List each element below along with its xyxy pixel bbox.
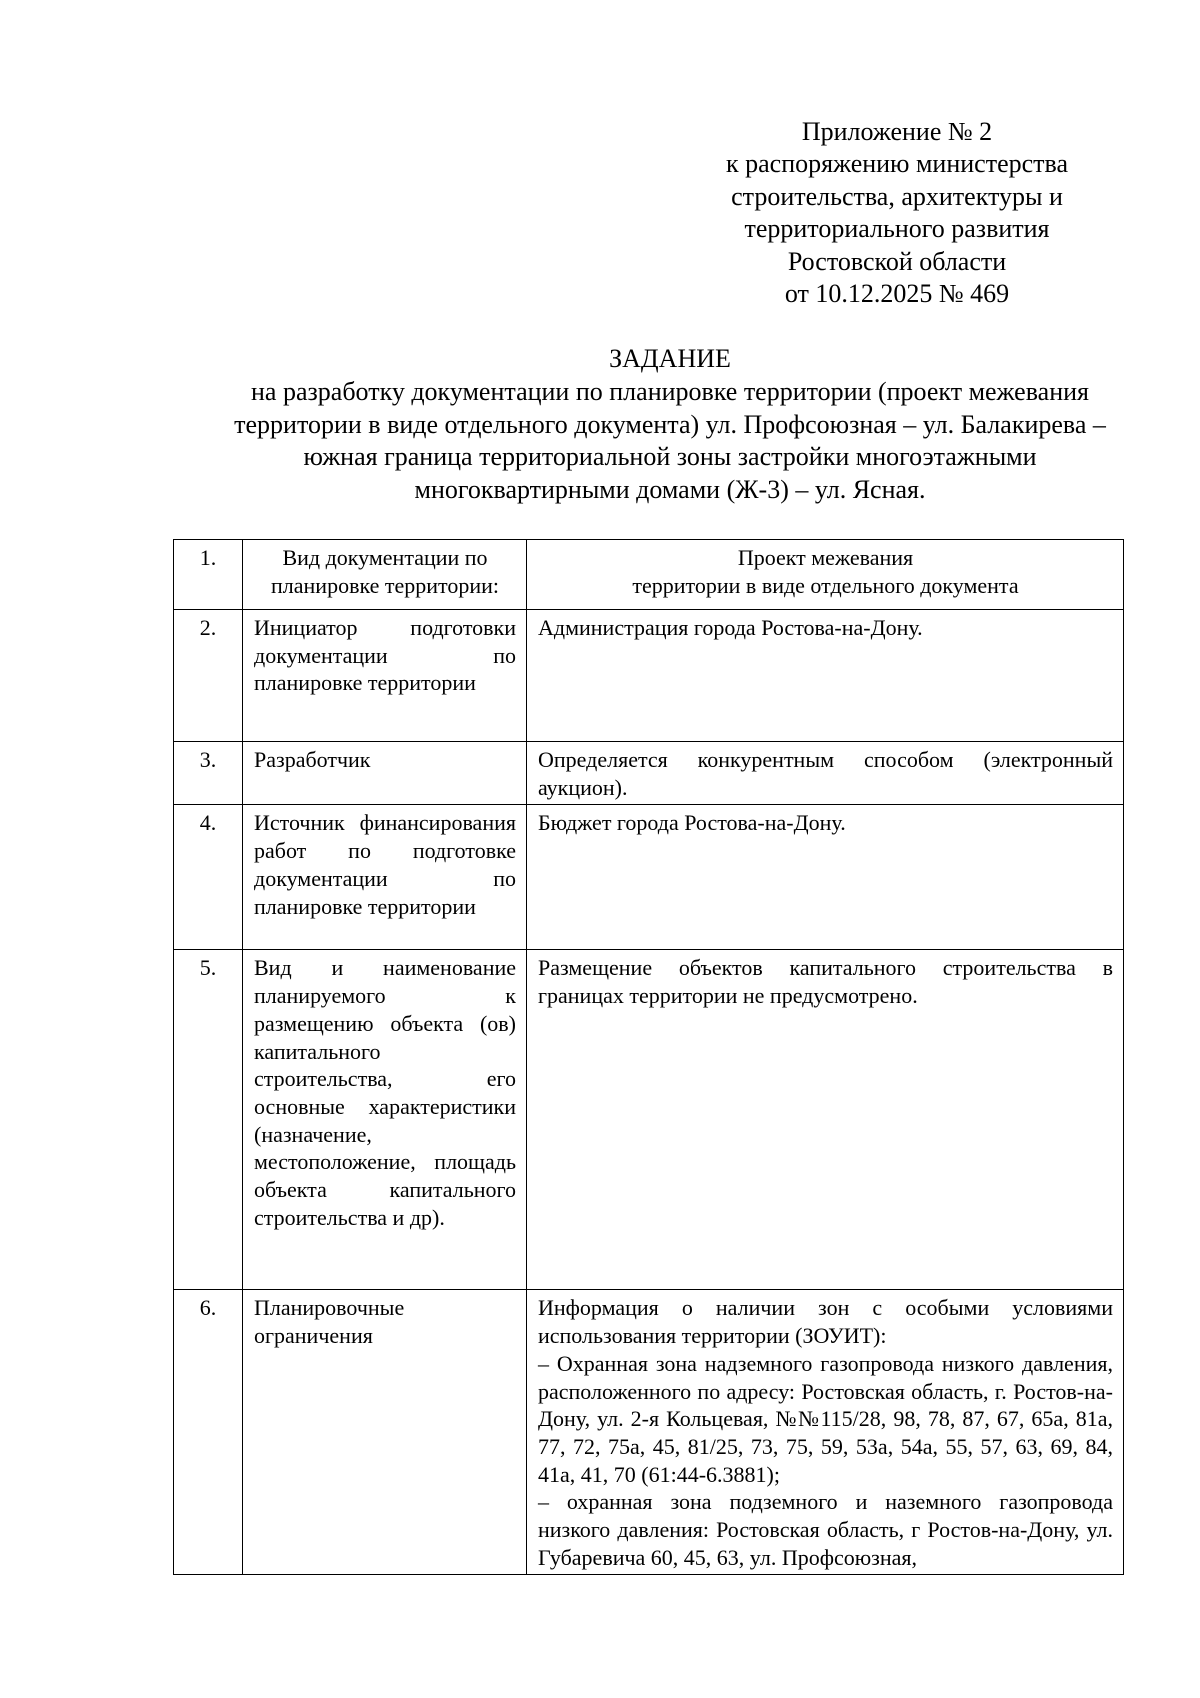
- row-parameter: Вид и наименование планируемого к размещению объекта (ов) капитального строительства, его основные характеристики (назначение, местоположение, площадь объекта капитального строительства и др).: [243, 950, 527, 1290]
- row-number: 4.: [174, 805, 243, 950]
- row-number: 1.: [174, 540, 243, 610]
- row-parameter: Инициатор подготовки документации по планировке территории: [243, 610, 527, 742]
- row-parameter: Источник финансирования работ по подготовке документации по планировке территории: [243, 805, 527, 950]
- row-value: [527, 1290, 1124, 1575]
- value-paragraph: Бюджет города Ростова-на-Дону.: [538, 810, 846, 836]
- table-row: [174, 950, 1124, 1290]
- subtitle-line: южная граница территориальной зоны застройки многоэтажными: [303, 442, 1037, 471]
- value-paragraph: Администрация города Ростова-на-Дону.: [538, 615, 923, 640]
- appendix-line: территориального развития: [744, 214, 1050, 244]
- row-value: [527, 950, 1124, 1290]
- row-number: 3.: [174, 742, 243, 805]
- value-line: территории в виде отдельного документа: [632, 572, 1019, 598]
- subtitle-line: территории в виде отдельного документа) ул. Профсоюзная – ул. Балакирева –: [234, 409, 1106, 439]
- row-parameter: Планировочные ограничения: [243, 1290, 527, 1575]
- row-number: 6.: [174, 1290, 243, 1575]
- value-paragraph: Определяется конкурентным способом (электронный аукцион).: [538, 747, 1113, 800]
- row-value: [527, 742, 1124, 805]
- table-row: [174, 540, 1124, 610]
- task-table: [173, 539, 1124, 1575]
- row-parameter: Вид документации по планировке территории:: [243, 540, 527, 610]
- appendix-line: Приложение № 2: [801, 117, 993, 146]
- row-parameter: Разработчик: [243, 742, 527, 805]
- row-number: 5.: [174, 950, 243, 1290]
- row-value: [527, 610, 1124, 742]
- appendix-header: [683, 116, 1111, 310]
- table-row: [174, 742, 1124, 805]
- subtitle-line: на разработку документации по планировке территории (проект межевания: [251, 377, 1089, 406]
- value-paragraph: Информация о наличии зон с особыми условиями использования территории (ЗОУИТ):: [538, 1295, 1113, 1349]
- row-value: [527, 805, 1124, 950]
- table-row: [174, 610, 1124, 742]
- row-value: [527, 540, 1124, 610]
- value-paragraph: – охранная зона подземного и наземного газопровода низкого давления: Ростовская область, г Ростов-на-Дону, ул. Губаревича 60, 45, 63, ул. Профсоюзная,: [538, 1489, 1113, 1570]
- appendix-line: строительства, архитектуры и: [731, 181, 1063, 211]
- table-row: [174, 1290, 1124, 1575]
- table-row: [174, 805, 1124, 950]
- appendix-line: Ростовской области: [787, 246, 1007, 276]
- document-title: ЗАДАНИЕ: [609, 344, 731, 373]
- value-paragraph: Размещение объектов капитального строительства в границах территории не предусмотрено.: [538, 955, 1113, 1009]
- row-number: 2.: [174, 610, 243, 742]
- value-line: Проект межевания: [737, 545, 914, 570]
- value-paragraph: – Охранная зона надземного газопровода низкого давления, расположенного по адресу: Ростовская область, г. Ростов-на-Дону, ул. 2-я Кольцевая, №№115/28, 98, 78, 87, 67, 65а, 81а, 77, 72, 75а, 45, 81/25, 73, 75, 59, 53а, 54а, 55, 57, 63, 69, 84, 41а, 41, 70 (61:44-6.3881);: [538, 1350, 1113, 1487]
- appendix-line: от 10.12.2025 № 469: [784, 279, 1010, 309]
- appendix-line: к распоряжению министерства: [725, 149, 1068, 179]
- subtitle-line: многоквартирными домами (Ж-3) – ул. Ясная.: [414, 474, 926, 504]
- document-subtitle: [120, 376, 1200, 506]
